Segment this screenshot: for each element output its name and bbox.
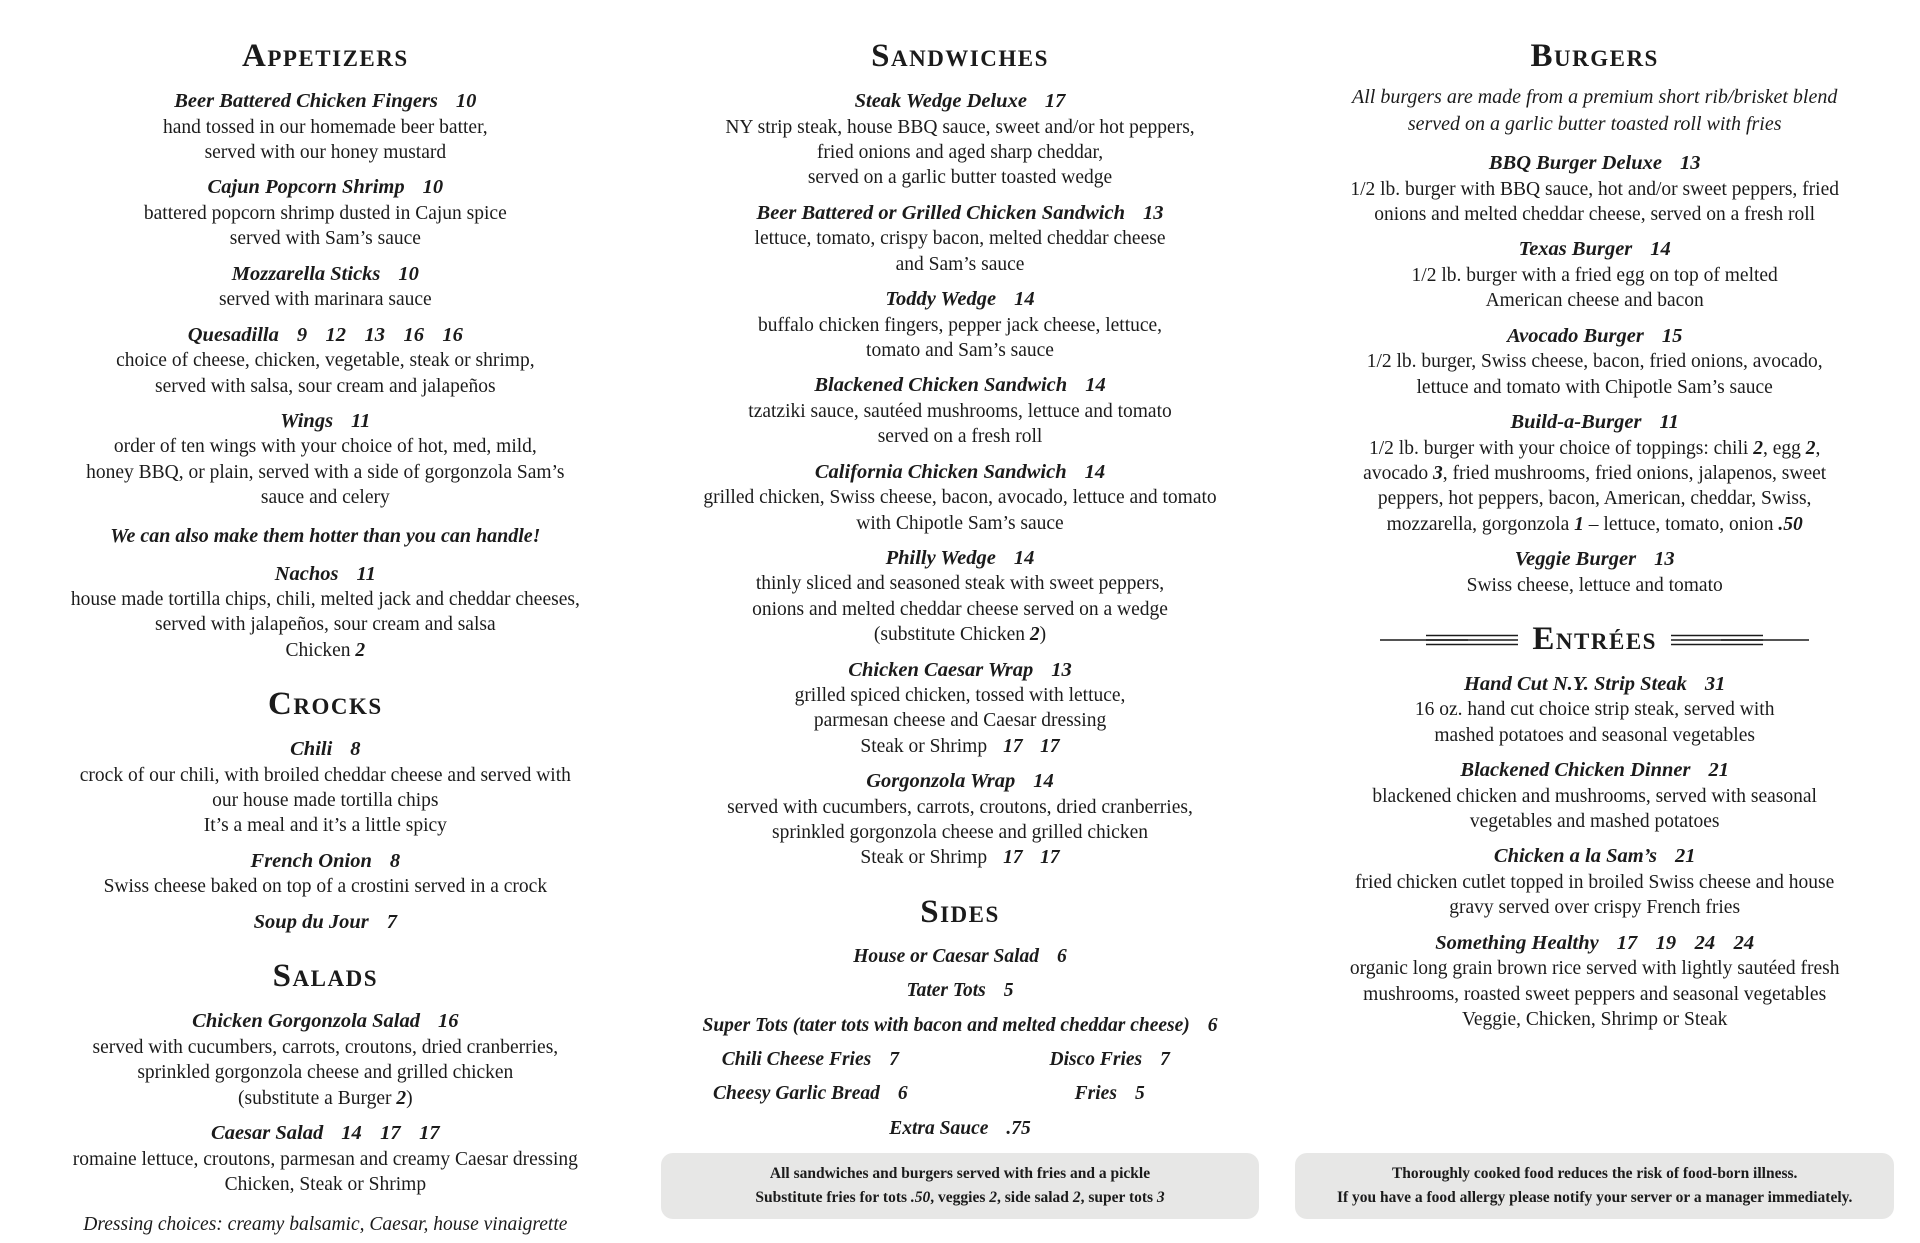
item-price: 11 [351, 409, 371, 432]
item-price: 6 [1057, 945, 1067, 967]
inline-text: , super tots [1080, 1188, 1157, 1206]
item-desc-line [1295, 512, 1894, 537]
inline-text: , side salad [997, 1188, 1073, 1206]
item-desc-line: served with marinara sauce [218, 289, 432, 311]
item-heading [26, 89, 625, 115]
item-heading [26, 562, 625, 588]
item-name: Chili [290, 738, 333, 761]
item-desc-line: onions and melted cheddar cheese, served on a fresh roll [1374, 203, 1816, 225]
item-heading [661, 460, 1260, 486]
item-heading [661, 979, 1260, 1003]
menu-column-right [1277, 38, 1912, 1243]
item-name: Extra Sauce [889, 1117, 989, 1139]
inline-price: 2 [355, 639, 366, 661]
flourish-right-icon [1669, 631, 1809, 649]
item-name: Gorgonzola Wrap [866, 770, 1016, 793]
menu-item [1295, 672, 1894, 748]
note-line: All sandwiches and burgers served with fries and a pickle [769, 1164, 1151, 1182]
item-desc-line: served with cucumbers, carrots, croutons, dried cranberries, [92, 1036, 559, 1058]
item-price: 14 [1084, 460, 1106, 483]
item-name: Steak Wedge Deluxe [854, 89, 1027, 112]
item-price: 9 12 13 16 16 [296, 323, 463, 346]
item-name: Chili Cheese Fries [721, 1048, 872, 1070]
item-heading [1295, 324, 1894, 350]
item-desc-line: thinly sliced and seasoned steak with sweet peppers, [755, 573, 1165, 595]
menu-item [26, 323, 625, 399]
item-heading [26, 262, 625, 288]
wings-hot-note: We can also make them hotter than you can handle! [110, 524, 541, 547]
item-name: California Chicken Sandwich [814, 460, 1067, 483]
item-heading [661, 945, 1260, 969]
item-heading [661, 373, 1260, 399]
item-price: 5 [1003, 980, 1014, 1002]
menu-item [661, 1082, 960, 1106]
item-desc-line: Swiss cheese, lettuce and tomato [1466, 574, 1723, 596]
item-name: Wings [280, 409, 334, 432]
item-heading [661, 201, 1260, 227]
item-name: Chicken a la Sam’s [1493, 845, 1657, 868]
item-name: Super Tots (tater tots with bacon and melted cheddar cheese) [702, 1014, 1190, 1036]
inline-text: Steak or Shrimp [860, 735, 988, 757]
item-desc-line: served with Sam’s sauce [229, 228, 421, 250]
item-heading [1295, 151, 1894, 177]
item-price: 10 [455, 89, 477, 112]
item-name: Blackened Chicken Sandwich [814, 374, 1068, 397]
item-heading [661, 287, 1260, 313]
item-name: Veggie Burger [1514, 547, 1637, 570]
item-heading [26, 175, 625, 201]
section-title-text: Entrées [1532, 620, 1657, 657]
inline-price: 2 [1072, 1188, 1081, 1206]
item-heading [26, 323, 625, 349]
menu-item [661, 979, 1260, 1003]
item-price: 11 [1659, 410, 1679, 433]
menu-item [661, 1014, 1260, 1038]
item-heading [26, 1121, 625, 1147]
inline-price: 3 [1433, 462, 1443, 484]
sandwiches-burgers-note-box [661, 1153, 1260, 1219]
item-price: 8 [389, 849, 401, 872]
inline-text: , veggies [930, 1188, 990, 1206]
item-desc-line: organic long grain brown rice served with lightly sautéed fresh [1349, 958, 1840, 980]
note-line: Thoroughly cooked food reduces the risk of food-born illness. [1391, 1164, 1798, 1182]
inline-text: peppers, hot peppers, bacon, American, cheddar, Swiss, [1377, 488, 1812, 510]
sides-grid-row [661, 1048, 1260, 1072]
menu-item [661, 769, 1260, 871]
item-desc-line: our house made tortilla chips [212, 790, 439, 812]
menu-item [26, 849, 625, 900]
item-name: Beer Battered Chicken Fingers [174, 89, 438, 112]
item-heading [26, 737, 625, 763]
item-heading [26, 910, 625, 936]
item-desc-line: buffalo chicken fingers, pepper jack cheese, lettuce, [757, 314, 1163, 336]
item-price: 13 [1142, 201, 1164, 224]
inline-text: Substitute fries for tots [755, 1188, 911, 1206]
menu-item [661, 658, 1260, 760]
item-desc-line: honey BBQ, or plain, served with a side of gorgonzola Sam’s [86, 461, 565, 483]
item-desc-line: lettuce and tomato with Chipotle Sam’s sauce [1416, 376, 1773, 398]
item-price: 8 [350, 738, 361, 761]
item-price: 11 [356, 562, 376, 585]
item-name: Texas Burger [1518, 238, 1633, 261]
item-desc-line: grilled chicken, Swiss cheese, bacon, avocado, lettuce and tomato [703, 487, 1217, 509]
item-desc-line: fried onions and aged sharp cheddar, [816, 141, 1104, 163]
item-desc-line: American cheese and bacon [1485, 290, 1704, 312]
item-desc-line: fried chicken cutlet topped in broiled Swiss cheese and house [1355, 872, 1835, 894]
burgers-intro [1295, 84, 1894, 138]
item-heading [661, 89, 1260, 115]
item-heading [1295, 237, 1894, 263]
item-desc-line: tzatziki sauce, sautéed mushrooms, lettuce and tomato [748, 400, 1172, 422]
inline-text: , fried mushrooms, fried onions, jalapenos, sweet [1442, 462, 1827, 484]
item-name: BBQ Burger Deluxe [1488, 151, 1662, 174]
item-name: Tater Tots [906, 980, 986, 1002]
item-desc-line: onions and melted cheddar cheese served on a wedge [752, 598, 1168, 620]
item-desc-line: sprinkled gorgonzola cheese and grilled chicken [137, 1062, 514, 1084]
menu-item [661, 1117, 1260, 1141]
item-desc-line: grilled spiced chicken, tossed with lettuce, [794, 685, 1126, 707]
item-desc-line: served with jalapeños, sour cream and salsa [155, 614, 496, 636]
item-name: Caesar Salad [211, 1121, 324, 1144]
item-price: 31 [1704, 672, 1726, 695]
section-title-burgers: Burgers [1530, 38, 1659, 74]
item-desc-line: blackened chicken and mushrooms, served with seasonal [1372, 785, 1817, 807]
section-title-crocks: Crocks [268, 686, 383, 723]
inline-price: .50 [1778, 513, 1803, 535]
item-heading [661, 1014, 1260, 1038]
inline-text: ) [1039, 624, 1047, 646]
item-name: Chicken Gorgonzola Salad [192, 1010, 420, 1033]
inline-price: 2 [396, 1087, 407, 1109]
inline-text: (substitute Chicken [873, 624, 1030, 646]
item-heading [26, 849, 625, 875]
inline-text: (substitute a Burger [238, 1087, 397, 1109]
item-desc-line: gravy served over crispy French fries [1449, 897, 1741, 919]
menu-item [661, 201, 1260, 277]
section-title-sandwiches: Sandwiches [871, 38, 1049, 74]
item-price: 16 [438, 1010, 459, 1033]
item-price: 5 [1134, 1083, 1145, 1105]
item-desc-line: hand tossed in our homemade beer batter, [163, 116, 488, 138]
item-name: Something Healthy [1435, 931, 1599, 954]
menu-item [26, 1121, 625, 1197]
item-desc-line: It’s a meal and it’s a little spicy [203, 815, 447, 837]
item-name: Mozzarella Sticks [231, 262, 381, 285]
item-price: 7 [386, 910, 397, 933]
item-name: Cheesy Garlic Bread [713, 1083, 880, 1105]
item-price: 7 [1160, 1048, 1170, 1070]
note-line [671, 1186, 1250, 1210]
item-price: 6 [897, 1083, 908, 1105]
item-name: Toddy Wedge [885, 287, 997, 310]
menu-item [661, 89, 1260, 191]
item-desc-line: house made tortilla chips, chili, melted jack and cheddar cheeses, [70, 589, 580, 611]
item-price: 21 [1708, 759, 1729, 782]
item-name: Beer Battered or Grilled Chicken Sandwich [756, 201, 1125, 224]
inline-price: 17 17 [1003, 847, 1060, 869]
item-desc-line: NY strip steak, house BBQ sauce, sweet and/or hot peppers, [725, 116, 1195, 138]
menu-item [1295, 237, 1894, 313]
item-price: 14 [1033, 770, 1054, 793]
item-desc-line [26, 638, 625, 663]
item-heading [661, 769, 1260, 795]
menu-item [1295, 324, 1894, 400]
inline-text: , egg [1762, 437, 1806, 459]
inline-text: Chicken [285, 639, 356, 661]
item-desc-line: parmesan cheese and Caesar dressing [813, 710, 1107, 732]
item-price: 17 [1044, 89, 1066, 112]
item-desc-line: 16 oz. hand cut choice strip steak, served with [1414, 699, 1775, 721]
note-line: If you have a food allergy please notify your server or a manager immediately. [1336, 1188, 1853, 1206]
dressing-choices-note: Dressing choices: creamy balsamic, Caesar, house vinaigrette [83, 1214, 568, 1236]
menu-item [960, 1082, 1259, 1106]
item-desc-line: crock of our chili, with broiled cheddar cheese and served with [79, 764, 571, 786]
food-safety-note-box [1295, 1153, 1894, 1219]
item-name: Quesadilla [187, 323, 279, 346]
menu-item [661, 945, 1260, 969]
item-name: Build-a-Burger [1510, 410, 1642, 433]
menu-column-middle [643, 38, 1278, 1243]
menu-item [661, 460, 1260, 536]
item-price: 14 [1650, 238, 1671, 261]
menu-item [1295, 547, 1894, 598]
item-heading [1295, 931, 1894, 957]
item-desc-line [1295, 486, 1894, 511]
item-heading [661, 1117, 1260, 1141]
inline-price: 17 17 [1003, 735, 1060, 757]
item-price: 21 [1674, 845, 1696, 868]
item-price: 10 [398, 262, 419, 285]
item-price: 14 [1085, 374, 1106, 397]
item-name: Nachos [274, 562, 339, 585]
item-name: House or Caesar Salad [853, 945, 1040, 967]
item-desc-line: and Sam’s sauce [895, 253, 1025, 275]
menu-item [661, 1048, 960, 1072]
inline-text: Steak or Shrimp [860, 847, 988, 869]
item-desc-line: mashed potatoes and seasonal vegetables [1434, 724, 1755, 746]
burgers-intro-line: All burgers are made from a premium short rib/brisket blend [1352, 85, 1838, 108]
section-title-salads: Salads [272, 958, 378, 995]
menu-item [1295, 758, 1894, 834]
item-price: .75 [1006, 1117, 1031, 1139]
item-heading [1295, 758, 1894, 784]
item-heading [1295, 410, 1894, 436]
item-price: 14 17 17 [341, 1121, 440, 1144]
item-price: 17 19 24 24 [1616, 931, 1755, 954]
item-price: 13 [1051, 658, 1072, 681]
item-name: Cajun Popcorn Shrimp [207, 176, 405, 199]
item-desc-line [661, 734, 1260, 759]
menu-item [26, 737, 625, 839]
item-desc-line [26, 1086, 625, 1111]
menu-item [960, 1048, 1259, 1072]
item-price: 10 [422, 176, 444, 199]
item-desc-line [1295, 436, 1894, 461]
item-desc-line: 1/2 lb. burger with BBQ sauce, hot and/or sweet peppers, fried [1350, 178, 1839, 200]
item-heading [661, 658, 1260, 684]
item-desc-line: romaine lettuce, croutons, parmesan and creamy Caesar dressing [72, 1148, 578, 1170]
item-desc-line: sprinkled gorgonzola cheese and grilled chicken [772, 822, 1148, 844]
menu-item [661, 373, 1260, 449]
item-desc-line: 1/2 lb. burger, Swiss cheese, bacon, fried onions, avocado, [1366, 351, 1823, 373]
menu-item [26, 175, 625, 251]
item-heading [1295, 844, 1894, 870]
item-name: Hand Cut N.Y. Strip Steak [1463, 672, 1687, 695]
item-desc-line: lettuce, tomato, crispy bacon, melted cheddar cheese [754, 228, 1166, 250]
inline-text: ) [406, 1087, 413, 1109]
inline-price: .50 [910, 1188, 931, 1206]
section-title-sides: Sides [920, 893, 1000, 930]
item-desc-line: served with cucumbers, carrots, croutons, dried cranberries, [727, 796, 1193, 818]
menu-item [26, 89, 625, 165]
menu-item [661, 546, 1260, 648]
menu-item [26, 1009, 625, 1111]
item-heading [1295, 672, 1894, 698]
item-desc-line [1295, 461, 1894, 486]
inline-price: 3 [1156, 1188, 1165, 1206]
item-name: Disco Fries [1049, 1048, 1143, 1070]
item-price: 6 [1207, 1014, 1218, 1036]
item-desc-line: served with salsa, sour cream and jalapeños [155, 375, 496, 397]
flourish-left-icon [1380, 631, 1520, 649]
item-heading [1295, 547, 1894, 573]
item-price: 13 [1654, 547, 1675, 570]
item-name: Chicken Caesar Wrap [848, 658, 1034, 681]
item-desc-line: sauce and celery [260, 487, 390, 509]
item-price: 13 [1680, 151, 1701, 174]
item-desc-line: order of ten wings with your choice of hot, med, mild, [113, 436, 537, 458]
inline-text: – lettuce, tomato, onion [1583, 513, 1779, 535]
item-desc-line: mushrooms, roasted sweet peppers and seasonal vegetables [1363, 983, 1827, 1005]
item-desc-line: Swiss cheese baked on top of a crostini served in a crock [103, 876, 548, 898]
inline-text: , [1815, 437, 1821, 459]
inline-price: 2 [1029, 624, 1040, 646]
menu-item [26, 262, 625, 313]
item-desc-line: choice of cheese, chicken, vegetable, steak or shrimp, [116, 350, 535, 372]
burgers-intro-line: served on a garlic butter toasted roll with fries [1407, 112, 1782, 135]
menu-column-left [8, 38, 643, 1243]
item-desc-line: 1/2 lb. burger with a fried egg on top of melted [1411, 264, 1778, 286]
inline-text: avocado [1363, 462, 1434, 484]
item-name: Avocado Burger [1507, 324, 1644, 347]
item-heading [661, 546, 1260, 572]
item-desc-line: with Chipotle Sam’s sauce [856, 512, 1064, 534]
item-price: 14 [1013, 546, 1035, 569]
item-desc-line [661, 622, 1260, 647]
item-price: 7 [889, 1048, 899, 1070]
item-heading [26, 409, 625, 435]
item-desc-line: served on a fresh roll [877, 426, 1043, 448]
item-name: Blackened Chicken Dinner [1460, 759, 1691, 782]
item-name: Fries [1074, 1083, 1117, 1105]
item-desc-line: Chicken, Steak or Shrimp [224, 1173, 427, 1195]
item-desc-line [661, 845, 1260, 870]
section-title-appetizers: Appetizers [242, 38, 409, 74]
inline-text: 1/2 lb. burger with your choice of toppings: chili [1369, 437, 1754, 459]
inline-price: 2 [989, 1188, 997, 1206]
item-name: Soup du Jour [253, 910, 369, 933]
item-name: French Onion [250, 849, 372, 872]
inline-price: 2 [1753, 437, 1763, 459]
menu-item [26, 910, 625, 936]
menu-item [661, 287, 1260, 363]
item-desc-line: vegetables and mashed potatoes [1469, 811, 1720, 833]
inline-text: mozzarella, gorgonzola [1386, 513, 1575, 535]
item-desc-line: served with our honey mustard [204, 141, 447, 163]
menu-item [1295, 844, 1894, 920]
menu-item [26, 562, 625, 664]
item-name: Philly Wedge [885, 546, 996, 569]
item-price: 15 [1661, 324, 1683, 347]
item-desc-line: Veggie, Chicken, Shrimp or Steak [1461, 1009, 1728, 1031]
section-title-entrees [1295, 621, 1894, 659]
item-desc-line: tomato and Sam’s sauce [866, 339, 1054, 361]
menu-item [1295, 931, 1894, 1033]
item-desc-line: battered popcorn shrimp dusted in Cajun spice [143, 202, 507, 224]
inline-price: 1 [1574, 513, 1584, 535]
item-price: 14 [1014, 287, 1035, 310]
menu-item [26, 409, 625, 511]
menu-item [1295, 410, 1894, 537]
menu-item [1295, 151, 1894, 227]
item-heading [26, 1009, 625, 1035]
item-desc-line: served on a garlic butter toasted wedge [807, 167, 1113, 189]
inline-price: 2 [1805, 437, 1816, 459]
sides-grid-row [661, 1082, 1260, 1106]
